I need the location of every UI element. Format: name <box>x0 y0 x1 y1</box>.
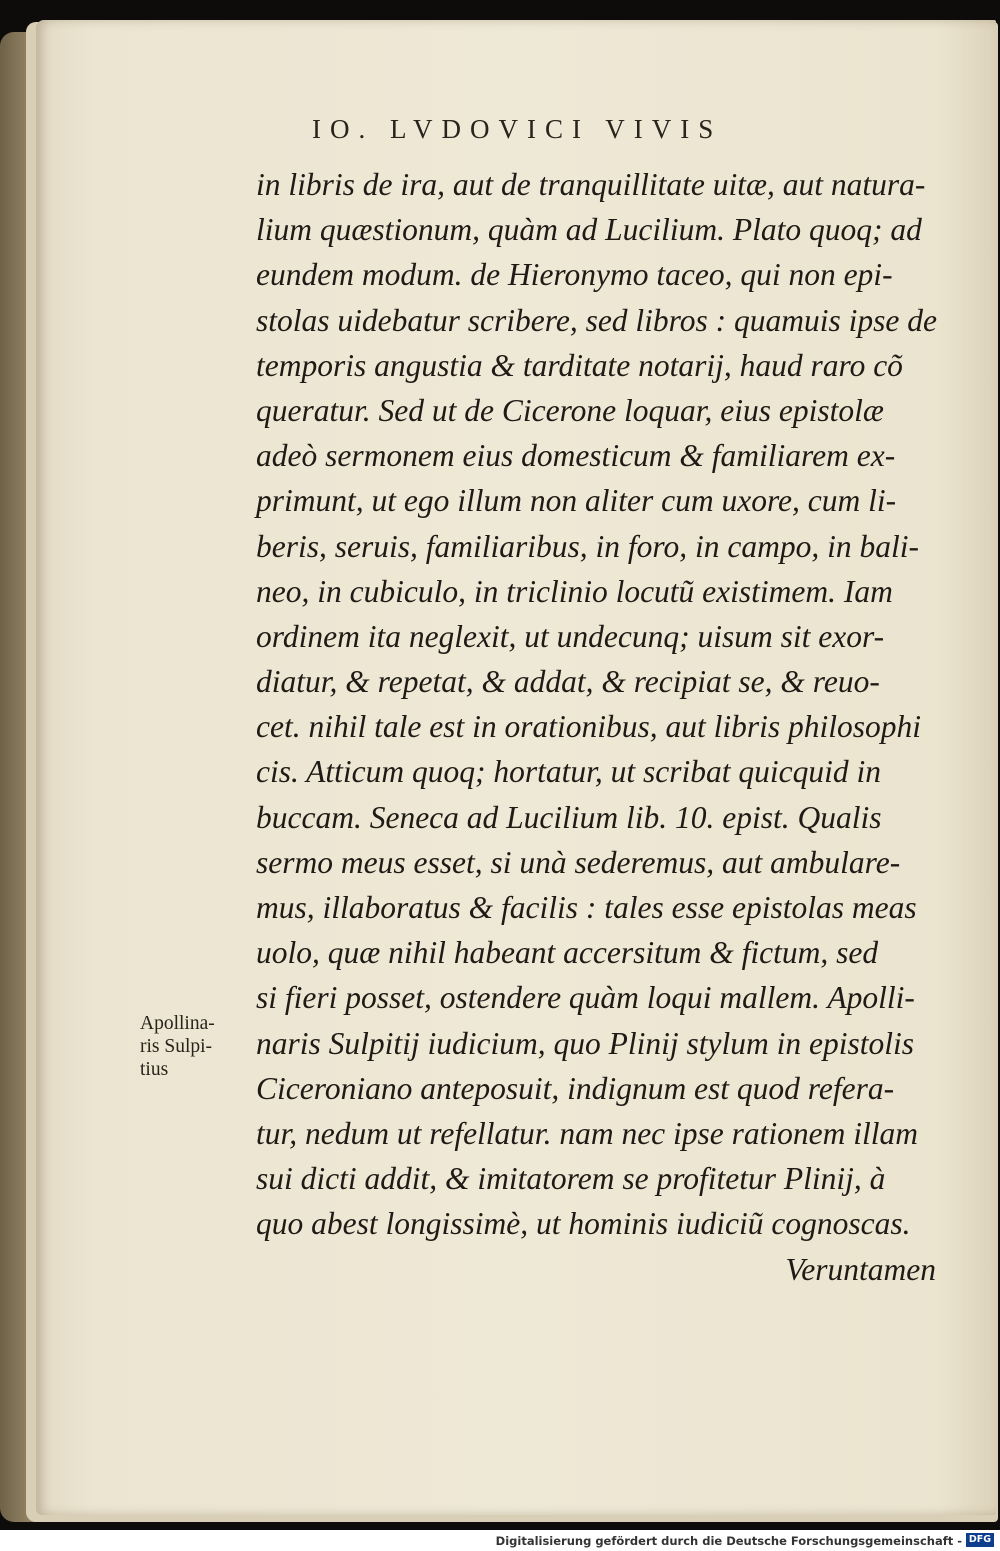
text-line: beris, seruis, familiaribus, in foro, in campo, in bali- <box>256 528 919 564</box>
text-line: adeò sermonem eius domesticum & familiarem ex- <box>256 438 896 474</box>
text-line: ordinem ita neglexit, ut undecunq; uisum sit exor- <box>256 618 885 654</box>
catchword: Veruntamen <box>785 1251 936 1287</box>
margin-note-line: Apollina- <box>140 1013 215 1034</box>
text-line: cis. Atticum quoq; hortatur, ut scribat quicquid in <box>256 754 882 790</box>
text-line: naris Sulpitij iudicium, quo Plinij stylum in epistolis <box>256 1025 915 1061</box>
margin-note-line: tius <box>140 1059 169 1080</box>
text-line: temporis angustia & tarditate notarij, haud raro cõ <box>256 347 903 383</box>
text-line: diatur, & repetat, & addat, & recipiat se, & reuo- <box>256 664 880 700</box>
text-line: Ciceroniano anteposuit, indignum est quod refera- <box>256 1070 895 1106</box>
text-line: buccam. Seneca ad Lucilium lib. 10. epist. Qualis <box>256 799 882 835</box>
text-line: uolo, quæ nihil habeant accersitum & fictum, sed <box>256 935 879 971</box>
text-line: sui dicti addit, & imitatorem se profitetur Plinij, à <box>256 1161 886 1197</box>
text-line: si fieri posset, ostendere quàm loqui mallem. Apolli- <box>256 980 915 1016</box>
text-line: quo abest longissimè, ut hominis iudiciũ cognoscas. <box>256 1206 911 1242</box>
funding-credit: Digitalisierung gefördert durch die Deutsche Forschungsgemeinschaft - <box>495 1534 962 1548</box>
text-line: queratur. Sed ut de Cicerone loquar, eius epistolæ <box>256 392 884 428</box>
text-line: tur, nedum ut refellatur. nam nec ipse rationem illam <box>256 1115 919 1151</box>
text-line: lium quæstionum, quàm ad Lucilium. Plato quoq; ad <box>256 212 922 248</box>
text-line: primunt, ut ego illum non aliter cum uxore, cum li- <box>256 483 897 519</box>
text-line: cet. nihil tale est in orationibus, aut libris philosophi <box>256 709 922 745</box>
body-text <box>256 162 936 1292</box>
text-line: mus, illaboratus & facilis : tales esse epistolas meas <box>256 890 917 925</box>
text-line: stolas uidebatur scribere, sed libros : quamuis ipse de <box>256 302 938 338</box>
margin-note-line: ris Sulpi- <box>140 1036 213 1057</box>
margin-note <box>140 1012 260 1081</box>
running-head: IO. LVDOVICI VIVIS <box>312 114 723 144</box>
text-line: in libris de ira, aut de tranquillitate uitæ, aut natura- <box>256 167 926 202</box>
text-line: neo, in cubiculo, in triclinio locutũ existimem. Iam <box>256 573 893 609</box>
text-line: sermo meus esset, si unà sederemus, aut ambulare- <box>256 844 901 880</box>
dfg-logo: DFG <box>966 1533 994 1547</box>
text-line: eundem modum. de Hieronymo taceo, qui non epi- <box>256 257 893 293</box>
